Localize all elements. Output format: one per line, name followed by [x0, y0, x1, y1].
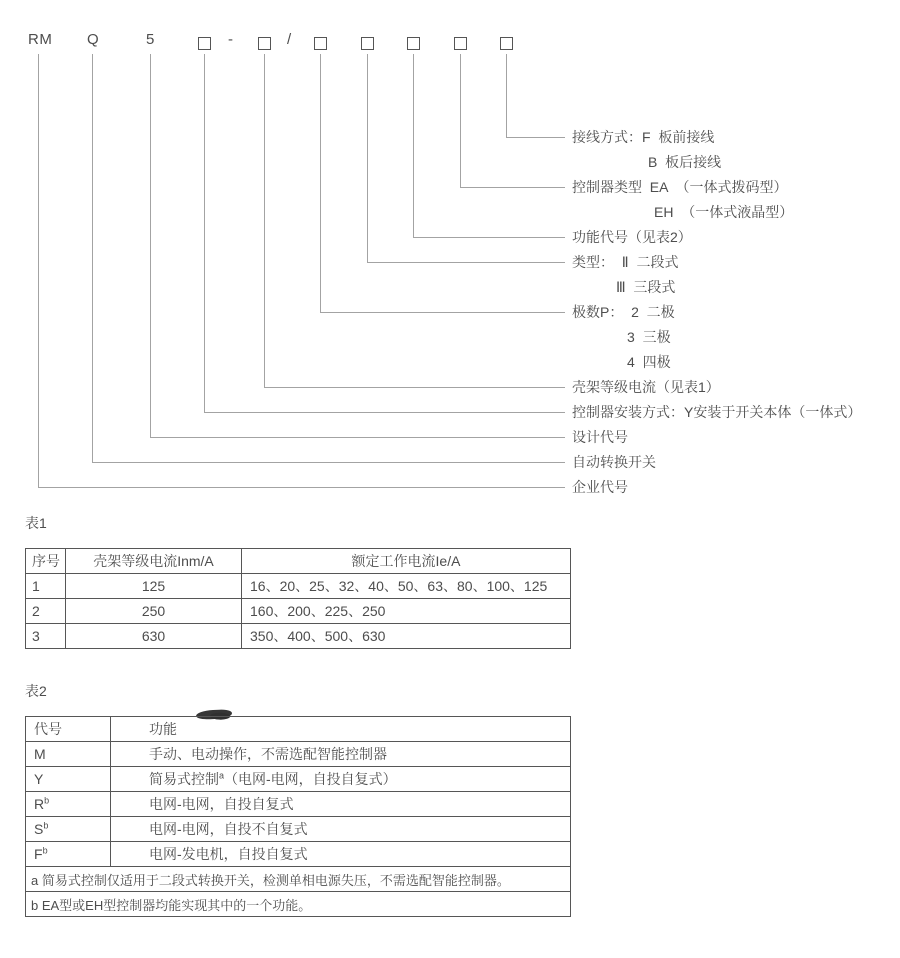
table2-cell-function: 电网-电网，自投不自复式: [111, 817, 571, 842]
table1-cell-frame-current: 125: [66, 574, 242, 599]
table1-cell-index: 1: [26, 574, 66, 599]
table1-cell-rated-current: 160、200、225、250: [242, 599, 571, 624]
label-type-iii: Ⅲ 三段式: [616, 279, 676, 295]
table2-note-b: b EA型或EH型控制器均能实现其中的一个功能。: [26, 892, 571, 917]
table2-cell-code: $F^b$: [26, 842, 111, 867]
code-part-q: Q: [87, 31, 100, 48]
connector-hline-function-code: [413, 237, 565, 238]
code-box-function-code: [407, 37, 420, 50]
table2-cell-function: 电网-发电机，自投自复式: [111, 842, 571, 867]
table1-cell-rated-current: 16、20、25、32、40、50、63、80、100、125: [242, 574, 571, 599]
table2-header-code: 代号: [26, 717, 111, 742]
table1-cell-rated-current: 350、400、500、630: [242, 624, 571, 649]
label-controller-type-eh: EH （一体式液晶型）: [654, 204, 794, 220]
connector-hline-type: [367, 262, 565, 263]
code-part-dash: -: [228, 31, 234, 48]
table2-cell-code: $S^b$: [26, 817, 111, 842]
table1-row: [26, 624, 571, 649]
label-poles-3: 3 三极: [627, 329, 671, 345]
table2-row: [26, 817, 571, 842]
connector-vline-box2: [264, 54, 265, 387]
connector-vline-q: [92, 54, 93, 462]
table2-row: [26, 767, 571, 792]
table1-header-index: 序号: [26, 549, 66, 574]
connector-hline-wiring: [506, 137, 565, 138]
code-box-type: [361, 37, 374, 50]
table1-row: [26, 599, 571, 624]
connector-vline-rm: [38, 54, 39, 487]
table1-header-row: [26, 549, 571, 574]
code-part-rm: RM: [28, 31, 53, 48]
label-function-code: 功能代号（见表2）: [572, 229, 692, 245]
connector-vline-box7: [506, 54, 507, 137]
table2-cell-code: Y: [26, 767, 111, 792]
connector-vline-box1: [204, 54, 205, 412]
connector-vline-box6: [460, 54, 461, 187]
connector-hline-controller-mounting: [204, 412, 565, 413]
table1-title: 表1: [25, 515, 47, 531]
code-box-controller-type: [454, 37, 467, 50]
label-wiring-method: 接线方式：F 板前接线: [572, 129, 715, 145]
table1-cell-index: 2: [26, 599, 66, 624]
connector-hline-design-code: [150, 437, 565, 438]
code-box-controller-mounting: [198, 37, 211, 50]
label-controller-type: 控制器类型 EA （一体式拨码型）: [572, 179, 788, 195]
table2-note-a: a 简易式控制仅适用于二段式转换开关，检测单相电源失压，不需选配智能控制器。: [26, 867, 571, 892]
code-box-wiring-method: [500, 37, 513, 50]
table2-cell-function: 电网-电网，自投自复式: [111, 792, 571, 817]
label-controller-mounting: 控制器安装方式：Y安装于开关本体（一体式）: [572, 404, 862, 420]
connector-hline-poles: [320, 312, 565, 313]
label-poles-4: 4 四极: [627, 354, 671, 370]
label-wiring-method-b: B 板后接线: [648, 154, 722, 170]
table2-note-row: [26, 892, 571, 917]
label-company-code: 企业代号: [572, 479, 628, 495]
table2-row: [26, 742, 571, 767]
label-design-code: 设计代号: [572, 429, 628, 445]
code-box-poles: [314, 37, 327, 50]
connector-vline-box4: [367, 54, 368, 262]
table2-title: 表2: [25, 683, 47, 699]
code-part-5: 5: [146, 31, 155, 48]
table1-cell-frame-current: 250: [66, 599, 242, 624]
code-part-slash: /: [287, 31, 292, 48]
table1-row: [26, 574, 571, 599]
table2-header-function: 功能: [111, 717, 571, 742]
table2-cell-code: M: [26, 742, 111, 767]
table2-header-row: [26, 717, 571, 742]
table1-cell-frame-current: 630: [66, 624, 242, 649]
table2-cell-code: $R^b$: [26, 792, 111, 817]
label-frame-current: 壳架等级电流（见表1）: [572, 379, 720, 395]
label-poles: 极数P： 2 二极: [572, 304, 675, 320]
table2-cell-function: 简易式控制$^a$（电网-电网，自投自复式）: [111, 767, 571, 792]
table2: [25, 716, 571, 917]
table2-row: [26, 792, 571, 817]
connector-vline-5: [150, 54, 151, 437]
table2-note-row: [26, 867, 571, 892]
table2-cell-function: 手动、电动操作，不需选配智能控制器: [111, 742, 571, 767]
label-type: 类型： Ⅱ 二段式: [572, 254, 679, 270]
table1-header-frame-current: 壳架等级电流Inm/A: [66, 549, 242, 574]
label-ats-name: 自动转换开关: [572, 454, 656, 470]
connector-hline-company-code: [38, 487, 565, 488]
table2-row: [26, 842, 571, 867]
table1-cell-index: 3: [26, 624, 66, 649]
connector-vline-box3: [320, 54, 321, 312]
connector-hline-controller-type: [460, 187, 565, 188]
table1-header-rated-current: 额定工作电流Ie/A: [242, 549, 571, 574]
table1: [25, 548, 571, 649]
connector-vline-box5: [413, 54, 414, 237]
code-box-frame-current: [258, 37, 271, 50]
connector-hline-ats-name: [92, 462, 565, 463]
connector-hline-frame-current: [264, 387, 565, 388]
